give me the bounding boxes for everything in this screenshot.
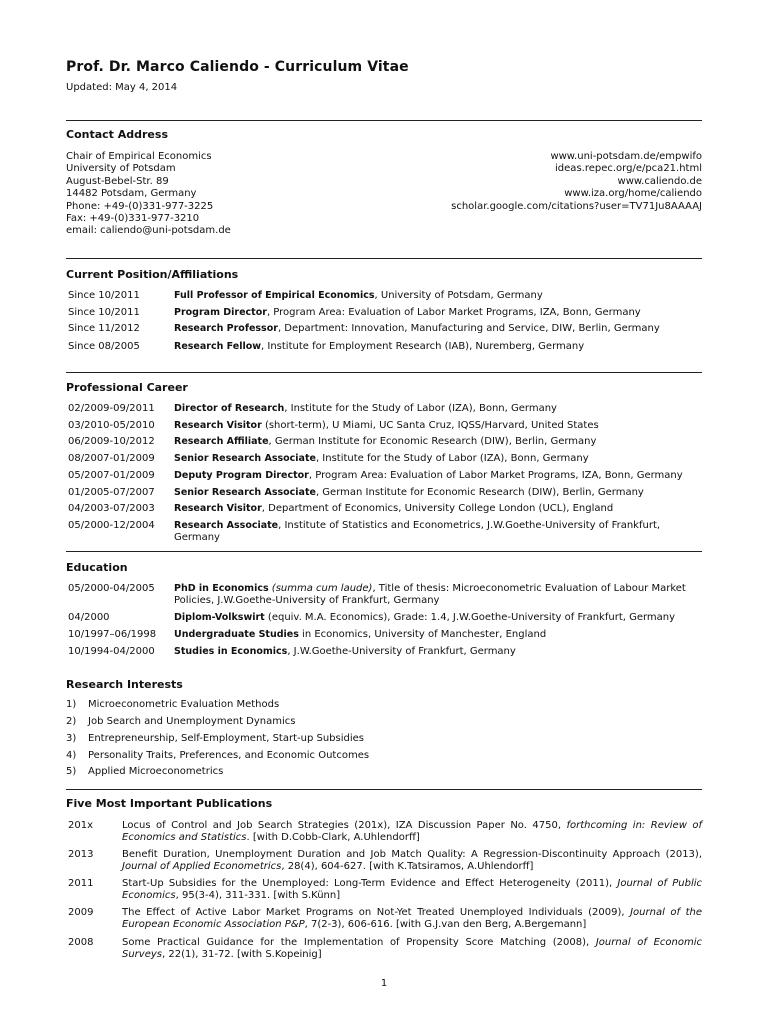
pub-details: , 28(4), 604-627. [with K.Tatsiramos, A.Uhlendorff] xyxy=(281,861,534,872)
pub-year: 2011 xyxy=(68,878,94,889)
interests-heading: Research Interests xyxy=(66,678,183,691)
pub-title: The Effect of Active Labor Market Programs on Not-Yet Treated Unemployed Individuals (2009), xyxy=(122,907,631,918)
entry-role: PhD in Economics xyxy=(174,583,269,594)
divider xyxy=(66,120,702,121)
entry-role: Research Affiliate xyxy=(174,436,269,447)
divider xyxy=(66,372,702,373)
entry-role: Research Associate xyxy=(174,520,279,531)
entry-detail: , Institute for Employment Research (IAB), Nuremberg, Germany xyxy=(261,341,585,352)
entry-detail: , German Institute for Economic Research (DIW), Berlin, Germany xyxy=(315,487,644,498)
item-label: Entrepreneurship, Self-Employment, Start-up Subsidies xyxy=(88,733,364,744)
divider xyxy=(66,258,702,259)
education-heading: Education xyxy=(66,561,128,574)
item-number: 5) xyxy=(66,766,77,777)
entry-detail: , Program Area: Evaluation of Labor Market Programs, IZA, Bonn, Germany xyxy=(266,307,641,318)
entry-date: Since 11/2012 xyxy=(68,323,140,334)
divider xyxy=(66,551,702,552)
item-number: 1) xyxy=(66,699,77,710)
entry-date: 04/2000 xyxy=(68,612,110,623)
entry-role: Senior Research Associate xyxy=(174,487,316,498)
entry-detail: , University of Potsdam, Germany xyxy=(374,290,543,301)
entry-role: Diplom-Volkswirt xyxy=(174,612,265,623)
entry-date: Since 10/2011 xyxy=(68,307,140,318)
entry-date: 05/2007-01/2009 xyxy=(68,470,155,481)
address-line: University of Potsdam xyxy=(66,163,176,175)
item-number: 2) xyxy=(66,716,77,727)
entry-role: Director of Research xyxy=(174,403,285,414)
item-number: 4) xyxy=(66,750,77,761)
pub-title: Start-Up Subsidies for the Unemployed: Long-Term Evidence and Effect Heterogeneity (2011), xyxy=(122,878,618,889)
website-link[interactable]: www.iza.org/home/caliendo xyxy=(564,188,702,200)
entry-role: Research Professor xyxy=(174,323,278,334)
entry-date: 02/2009-09/2011 xyxy=(68,403,155,414)
website-link[interactable]: ideas.repec.org/e/pca21.html xyxy=(555,163,702,175)
website-link[interactable]: www.caliendo.de xyxy=(617,175,702,187)
pub-journal: Journal of Public Economics xyxy=(122,878,702,901)
divider xyxy=(66,789,702,790)
pub-journal: Journal of Applied Econometrics xyxy=(122,861,282,872)
entry-role: Research Visitor xyxy=(174,503,262,514)
pub-details: , 22(1), 31-72. [with S.Kopeinig] xyxy=(162,949,322,960)
entry-role: Deputy Program Director xyxy=(174,470,309,481)
website-link[interactable]: scholar.google.com/citations?user=TV71Ju8AAAAJ xyxy=(451,200,702,212)
entry-detail: (short-term), U Miami, UC Santa Cruz, IQSS/Harvard, United States xyxy=(261,420,599,431)
item-number: 3) xyxy=(66,733,77,744)
page-number: 1 xyxy=(380,978,388,989)
entry-role: Program Director xyxy=(174,307,267,318)
entry-detail: , J.W.Goethe-University of Frankfurt, Germany xyxy=(287,646,516,657)
entry-detail: , Title of thesis: Microeconometric Evaluation of Labour Market Policies, J.W.Goethe-University of Frankfurt, Germany xyxy=(174,583,686,606)
contact-links xyxy=(402,151,702,213)
entry-date: 05/2000-04/2005 xyxy=(68,583,155,594)
pub-year: 2008 xyxy=(68,937,94,948)
entry-detail: , Department: Innovation, Manufacturing and Service, DIW, Berlin, Germany xyxy=(277,323,660,334)
page-title: Prof. Dr. Marco Caliendo - Curriculum Vitae xyxy=(66,59,409,75)
pub-journal: forthcoming in: Review of Economics and Statistics xyxy=(122,820,702,843)
entry-detail: , German Institute for Economic Research (DIW), Berlin, Germany xyxy=(268,436,597,447)
address-line: August-Bebel-Str. 89 xyxy=(66,175,169,187)
entry-role: Undergraduate Studies xyxy=(174,629,299,640)
fax-line: Fax: +49-(0)331-977-3210 xyxy=(66,213,200,225)
address-line: Chair of Empirical Economics xyxy=(66,151,212,162)
entry-detail: , Institute for the Study of Labor (IZA), Bonn, Germany xyxy=(315,453,589,464)
updated-date: Updated: May 4, 2014 xyxy=(66,82,178,93)
publications-heading: Five Most Important Publications xyxy=(66,797,273,810)
item-label: Personality Traits, Preferences, and Economic Outcomes xyxy=(88,750,370,761)
entry-detail: (equiv. M.A. Economics), Grade: 1.4, J.W.Goethe-University of Frankfurt, Germany xyxy=(264,612,676,623)
pub-title: Some Practical Guidance for the Implementation of Propensity Score Matching (2008), xyxy=(122,937,596,948)
pub-details: . [with D.Cobb-Clark, A.Uhlendorff] xyxy=(246,832,420,843)
entry-role: Research Fellow xyxy=(174,341,262,352)
entry-role: Studies in Economics xyxy=(174,646,288,657)
entry-date: 05/2000-12/2004 xyxy=(68,520,155,531)
pub-title: Benefit Duration, Unemployment Duration and Job Match Quality: A Regression-Discontinuity Approach (2013), xyxy=(122,849,702,860)
entry-date: 03/2010-05/2010 xyxy=(68,420,155,431)
current-heading: Current Position/Affiliations xyxy=(66,268,239,281)
pub-year: 201x xyxy=(68,820,94,831)
item-label: Applied Microeconometrics xyxy=(88,766,224,777)
entry-role: Full Professor of Empirical Economics xyxy=(174,290,375,301)
phone-line: Phone: +49-(0)331-977-3225 xyxy=(66,200,214,212)
career-heading: Professional Career xyxy=(66,381,188,394)
address-line: 14482 Potsdam, Germany xyxy=(66,188,197,200)
contact-heading: Contact Address xyxy=(66,128,168,141)
entry-honors: (summa cum laude) xyxy=(268,583,373,594)
entry-date: 10/1994-04/2000 xyxy=(68,646,155,657)
pub-details: , 95(3-4), 311-331. [with S.Künn] xyxy=(175,890,341,901)
pub-year: 2013 xyxy=(68,849,94,860)
entry-detail: , Institute for the Study of Labor (IZA), Bonn, Germany xyxy=(284,403,557,414)
entry-role: Senior Research Associate xyxy=(174,453,316,464)
pub-year: 2009 xyxy=(68,907,94,918)
website-link[interactable]: www.uni-potsdam.de/empwifo xyxy=(550,151,702,162)
entry-date: 01/2005-07/2007 xyxy=(68,487,155,498)
entry-date: 06/2009-10/2012 xyxy=(68,436,155,447)
item-label: Job Search and Unemployment Dynamics xyxy=(88,716,296,727)
pub-title: Locus of Control and Job Search Strategies (201x), IZA Discussion Paper No. 4750, xyxy=(122,820,567,831)
email-line: email: caliendo@uni-potsdam.de xyxy=(66,225,231,237)
entry-detail: , Department of Economics, University College London (UCL), England xyxy=(261,503,614,514)
entry-date: 04/2003-07/2003 xyxy=(68,503,155,514)
entry-date: Since 08/2005 xyxy=(68,341,140,352)
entry-detail: in Economics, University of Manchester, England xyxy=(298,629,547,640)
contact-address xyxy=(66,151,366,238)
pub-details: , 7(2-3), 606-616. [with G.J.van den Berg, A.Bergemann] xyxy=(304,919,587,930)
entry-role: Research Visitor xyxy=(174,420,262,431)
pub-journal: Journal of the European Economic Association P&P xyxy=(122,907,702,930)
pub-journal: Journal of Economic Surveys xyxy=(122,937,702,960)
entry-detail: , Institute of Statistics and Econometrics, J.W.Goethe-University of Frankfurt, Germany xyxy=(174,520,661,543)
entry-detail: , Program Area: Evaluation of Labor Market Programs, IZA, Bonn, Germany xyxy=(308,470,683,481)
entry-date: 08/2007-01/2009 xyxy=(68,453,155,464)
item-label: Microeconometric Evaluation Methods xyxy=(88,699,280,710)
entry-date: 10/1997–06/1998 xyxy=(68,629,157,640)
entry-date: Since 10/2011 xyxy=(68,290,140,301)
